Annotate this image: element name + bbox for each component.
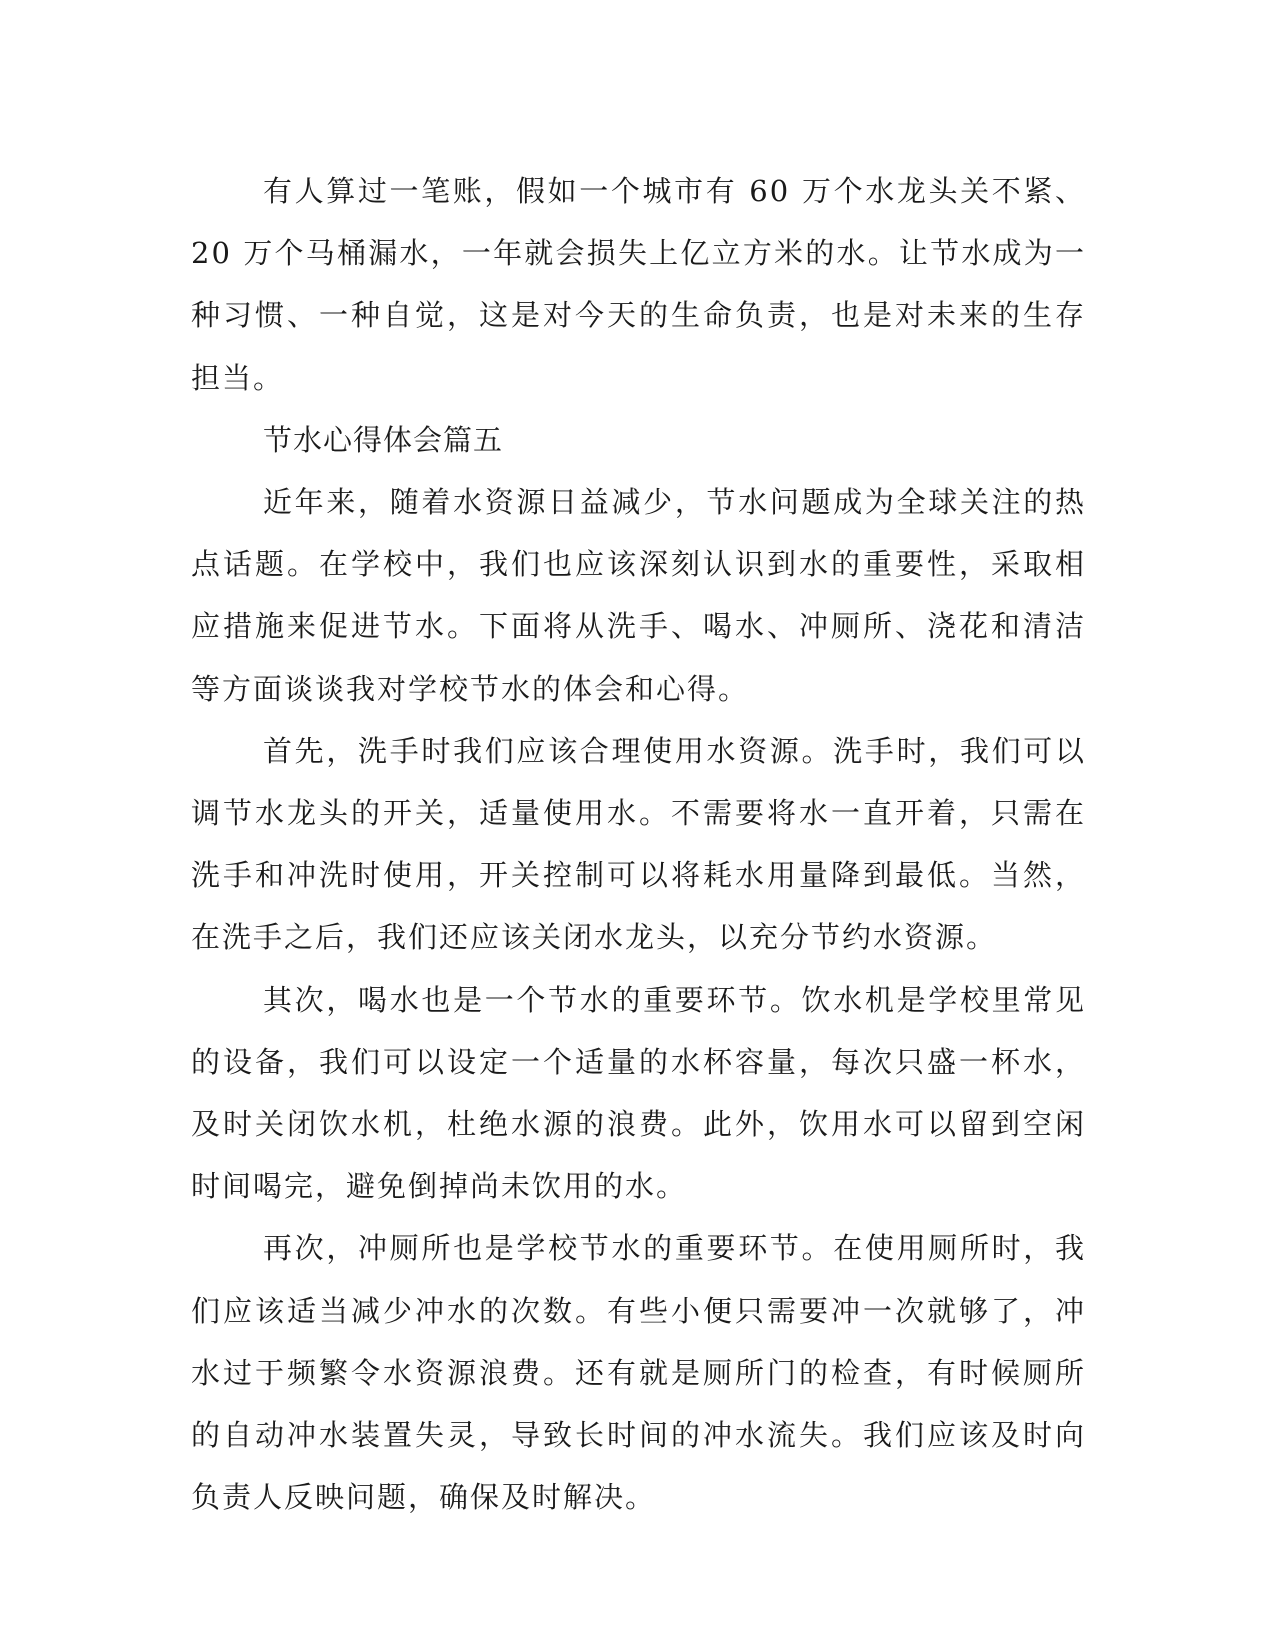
paragraph-toilet-flushing: 再次，冲厕所也是学校节水的重要环节。在使用厕所时，我们应该适当减少冲水的次数。有些小便只需要冲一次就够了，冲水过于频繁令水资源浪费。还有就是厕所门的检查，有时候厕所的自动冲水装置失灵，导致长时间的冲水流失。我们应该及时向负责人反映问题，确保及时解决。 [191,1231,1086,1515]
paragraph-introduction: 近年来，随着水资源日益减少，节水问题成为全球关注的热点话题。在学校中，我们也应该深刻认识到水的重要性，采取相应措施来促进节水。下面将从洗手、喝水、冲厕所、浇花和清洁等方面谈谈我对学校节水的体会和心得。 [191,485,1086,706]
paragraph-water-loss-estimate: 有人算过一笔账，假如一个城市有 60 万个水龙头关不紧、20 万个马桶漏水，一年就会损失上亿立方米的水。让节水成为一种习惯、一种自觉，这是对今天的生命负责，也是对未来的生存担当。 [191,174,1086,395]
paragraph-hand-washing: 首先，洗手时我们应该合理使用水资源。洗手时，我们可以调节水龙头的开关，适量使用水。不需要将水一直开着，只需在洗手和冲洗时使用，开关控制可以将耗水用量降到最低。当然，在洗手之后，我们还应该关闭水龙头，以充分节约水资源。 [191,733,1086,955]
document-body [191,160,1086,1528]
paragraph-drinking-water: 其次，喝水也是一个节水的重要环节。饮水机是学校里常见的设备，我们可以设定一个适量的水杯容量，每次只盛一杯水，及时关闭饮水机，杜绝水源的浪费。此外，饮用水可以留到空闲时间喝完，避免倒掉尚未饮用的水。 [191,982,1086,1204]
section-heading: 节水心得体会篇五 [263,422,504,457]
